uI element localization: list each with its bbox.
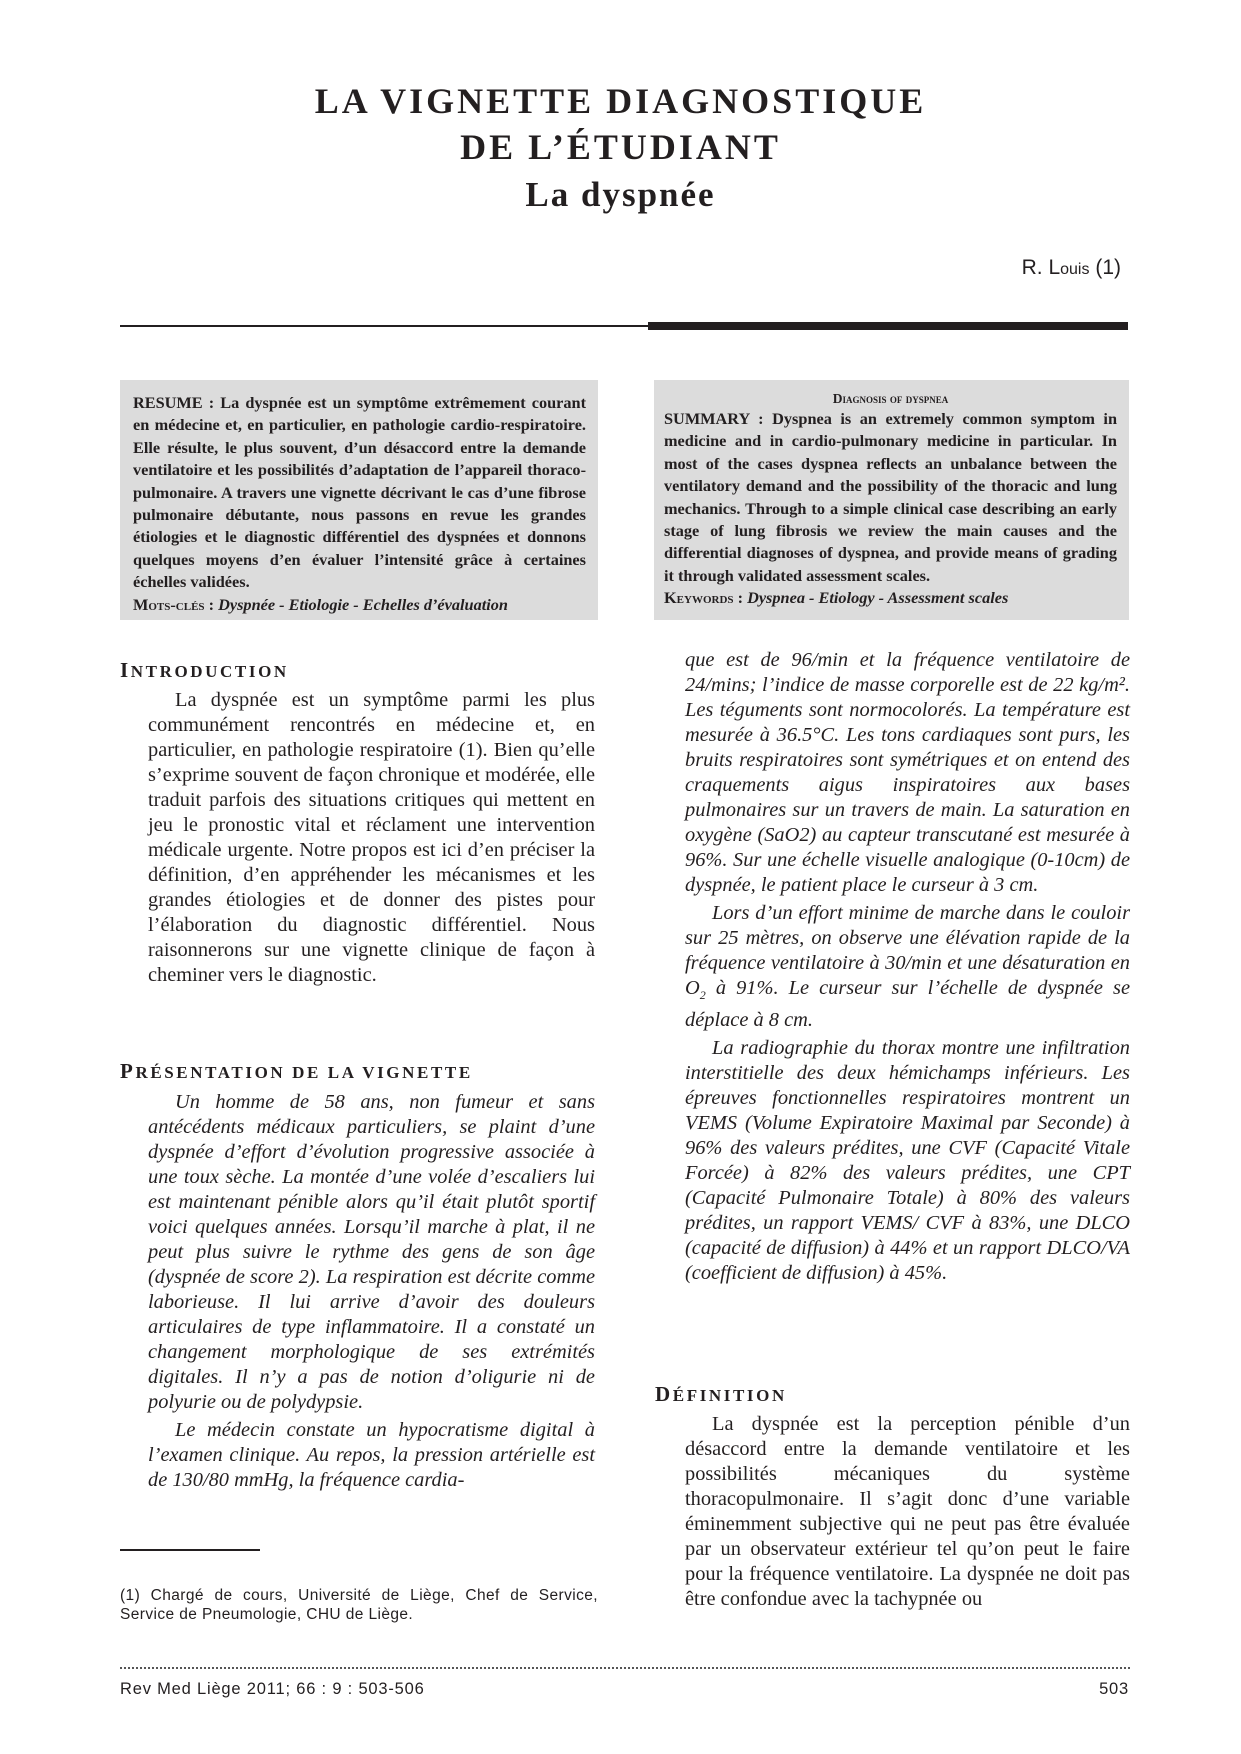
heading-rest: NTRODUCTION — [130, 662, 289, 681]
keywords-fr: Dyspnée - Etiologie - Echelles d’évaluation — [218, 594, 508, 614]
effort-text-part2: à 91%. Le curseur sur l’échelle de dyspnée se déplace à 8 cm. — [685, 977, 1130, 1032]
author — [1022, 256, 1121, 280]
footer-dotted-rule — [120, 1667, 1130, 1669]
header-rule-thick — [648, 322, 1128, 330]
heading-rest: RÉSENTATION DE LA VIGNETTE — [135, 1063, 473, 1082]
presentation-paragraph-1: Un homme de 58 ans, non fumeur et sans antécédents médicaux particuliers, se plaint d’une dyspnée d’effort d’évolution progressive associée à une toux sèche. La montée d’une volée d’escaliers lui est maintenant pénible alors qu’il était plutôt sportif voici quelques années. Lorsqu’il marche à plat, il ne peut plus suivre le rythme des gens de son âge (dyspnée de score 2). La respiration est décrite comme laborieuse. Il lui arrive d’avoir des douleurs articulaires de type inflammatoire. Il a constaté un changement morphologique de ses extrémités digitales. Il n’y a pas de notion d’oligurie ni de polyurie ou de polydypsie. — [148, 1091, 595, 1413]
introduction-body — [148, 688, 595, 988]
vignette-paragraph-radiography: La radiographie du thorax montre une infiltration interstitielle des deux hémichamps inférieurs. Les épreuves fonctionnelles respiratoires montrent un VEMS (Volume Expiratoire Maximal par Seconde) à 96% des valeurs prédites, une CVF (Capacité Vitale Forcée) à 82% des valeurs prédites, une CPT (Capacité Pulmonaire Totale) à 80% des valeurs prédites, un rapport VEMS/ CVF à 83%, une DLCO (capacité de diffusion) à 44% et un rapport DLCO/VA (coefficient de diffusion) à 45%. — [685, 1037, 1130, 1285]
vignette-paragraph-effort — [685, 901, 1130, 1033]
keywords-en: Dyspnea - Etiology - Assessment scales — [747, 588, 1009, 608]
abstract-en-label: SUMMARY : — [664, 409, 764, 428]
presentation-body — [148, 1090, 595, 1493]
o2-subscript: 2 — [699, 988, 706, 1003]
keywords-fr-label: Mots-clés : — [133, 594, 215, 614]
author-surname: ouis — [1060, 261, 1090, 278]
abstract-fr-text: La dyspnée est un symptôme extrêmement courant en médecine et, en particulier, en pathologie cardio-respiratoire. Elle résulte, le plus souvent, d’un désaccord entre la demande ventilatoire et les possibilités d’adaptation de l’appareil thoraco-pulmonaire. A travers une vignette décrivant le cas d’une fibrose pulmonaire débutante, nous passons en revue les grandes étiologies et le diagnostic différentiel des dyspnées et donnons quelques moyens d’en évaluer l’intensité grâce à certaines échelles validées. — [133, 393, 586, 592]
abstract-en-heading: Diagnosis of dyspnea — [832, 391, 949, 406]
vignette-paragraph-continued: que est de 96/min et la fréquence ventilatoire de 24/mins; l’indice de masse corporelle est de 22 kg/m². Les téguments sont normocolorés. La température est mesurée à 36.5°C. Les tons cardiaques sont purs, les bruits respiratoires sont symétriques et on entend des craquements aigus inspiratoires aux bases pulmonaires sur un travers de main. La saturation en oxygène (SaO2) au capteur transcutané est mesurée à 96%. Sur une échelle visuelle analogique (0-10cm) de dyspnée, le patient place le curseur à 3 cm. — [685, 649, 1130, 896]
keywords-en-label: Keywords : — [664, 588, 743, 608]
abstract-french — [120, 380, 598, 620]
author-initial: R. L — [1021, 256, 1061, 279]
definition-body — [685, 1412, 1130, 1612]
effort-text-part1: Lors d’un effort minime de marche dans le couloir sur 25 mètres, on observe une élévation rapide de la fréquence ventilatoire à 30/min et une désaturation en O — [685, 902, 1130, 999]
article-subtitle: La dyspnée — [525, 175, 716, 214]
abstract-en-text: Dyspnea is an extremely common symptom in medicine and in cardio-pulmonary medicine in particular. In most of the cases dyspnea reflects an unbalance between the ventilatory demand and the possibility of the thoracic and lung mechanics. Through to a simple clinical case describing an early stage of lung fibrosis we review the main causes and the differential diagnoses of dyspnea, and provide means of grading it through validated assessment scales. — [664, 409, 1118, 585]
definition-paragraph: La dyspnée est la perception pénible d’un désaccord entre la demande ventilatoire et les possibilités mécaniques du système thoracopulmonaire. Il s’agit donc d’une variable éminemment subjective qui ne peut pas être évaluée par un observateur extérieur tel qu’on peut le faire pour la fréquence ventilatoire. La dyspnée ne doit pas être confondue avec la tachypnée ou — [685, 1413, 1130, 1610]
section-heading-definition — [655, 1382, 787, 1407]
author-affiliation-ref: (1) — [1095, 256, 1121, 279]
presentation-paragraph-2: Le médecin constate un hypocratisme digital à l’examen clinique. Au repos, la pression artérielle est de 130/80 mmHg, la fréquence cardia- — [148, 1419, 595, 1491]
footnote-rule — [120, 1549, 260, 1551]
page-number: 503 — [1099, 1680, 1129, 1698]
abstract-english — [654, 380, 1129, 620]
heading-rest: ÉFINITION — [672, 1386, 787, 1405]
vignette-continued — [685, 648, 1130, 1286]
heading-initial: P — [120, 1059, 136, 1083]
heading-initial: D — [655, 1382, 673, 1406]
footnote: (1) Chargé de cours, Université de Liège, Chef de Service, Service de Pneumologie, CHU de Liège. — [120, 1587, 598, 1623]
article-title-line1: LA VIGNETTE DIAGNOSTIQUE — [314, 81, 927, 121]
journal-citation: Rev Med Liège 2011; 66 : 9 : 503-506 — [120, 1680, 425, 1698]
article-title-line2: DE L’ÉTUDIANT — [460, 127, 781, 167]
section-heading-introduction — [120, 658, 289, 683]
heading-initial: I — [120, 658, 131, 682]
abstract-fr-label: RESUME : — [133, 393, 215, 412]
introduction-paragraph: La dyspnée est un symptôme parmi les plus communément rencontrés en médecine et, en particulier, en pathologie respiratoire (1). Bien qu’elle s’exprime souvent de façon chronique et modérée, elle traduit parfois des situations critiques qui mettent en jeu le pronostic vital et réclament une intervention médicale urgente. Notre propos est ici d’en préciser la définition, d’en appréhender les mécanismes et les grandes étiologies et de donner des pistes pour l’élaboration du diagnostic différentiel. Nous raisonnerons sur une vignette clinique de façon à cheminer vers le diagnostic. — [148, 689, 595, 986]
header-rule-thin — [120, 325, 648, 327]
section-heading-presentation — [120, 1059, 473, 1084]
